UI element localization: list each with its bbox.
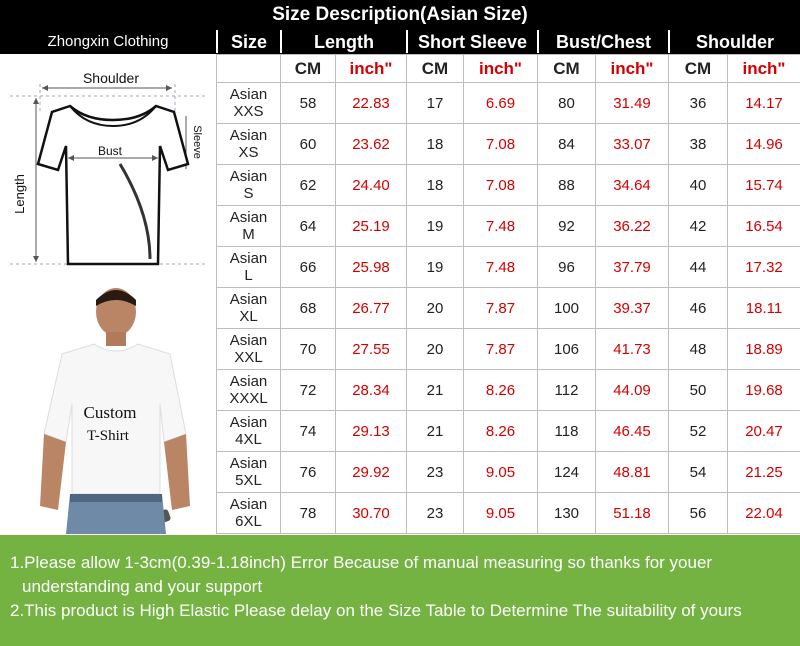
unit-cm: CM <box>281 55 336 83</box>
shoulder-in-cell: 18.89 <box>728 329 800 370</box>
shoulder-cm-cell: 46 <box>669 288 728 329</box>
size-region: Asian <box>229 209 268 226</box>
size-cell <box>217 370 281 411</box>
table-row <box>217 124 800 165</box>
size-code: XL <box>239 308 258 325</box>
sleeve-in-cell: 7.48 <box>464 206 538 247</box>
bust-in-cell: 34.64 <box>596 165 669 206</box>
shoulder-cm-cell: 42 <box>669 206 728 247</box>
bust-cm-cell: 80 <box>538 83 596 124</box>
size-cell <box>217 165 281 206</box>
shoulder-in-cell: 20.47 <box>728 411 800 452</box>
size-cell <box>217 452 281 493</box>
table-row <box>217 83 800 124</box>
length-in-cell: 26.77 <box>336 288 407 329</box>
length-in-cell: 28.34 <box>336 370 407 411</box>
bust-in-cell: 37.79 <box>596 247 669 288</box>
shoulder-in-cell: 14.17 <box>728 83 800 124</box>
length-cm-cell: 70 <box>281 329 336 370</box>
header-length: Length <box>280 30 406 53</box>
table-row <box>217 247 800 288</box>
diagram-label-length: Length <box>12 174 27 214</box>
size-code: 5XL <box>235 472 262 489</box>
bust-cm-cell: 124 <box>538 452 596 493</box>
sleeve-cm-cell: 19 <box>407 206 464 247</box>
size-table <box>216 54 800 534</box>
table-row <box>217 452 800 493</box>
sleeve-in-cell: 7.87 <box>464 329 538 370</box>
shoulder-in-cell: 15.74 <box>728 165 800 206</box>
length-in-cell: 27.55 <box>336 329 407 370</box>
size-region: Asian <box>229 332 268 349</box>
length-cm-cell: 64 <box>281 206 336 247</box>
length-cm-cell: 60 <box>281 124 336 165</box>
length-in-cell: 29.92 <box>336 452 407 493</box>
bust-in-cell: 39.37 <box>596 288 669 329</box>
table-row <box>217 329 800 370</box>
shoulder-cm-cell: 54 <box>669 452 728 493</box>
bust-cm-cell: 112 <box>538 370 596 411</box>
bust-in-cell: 41.73 <box>596 329 669 370</box>
shoulder-cm-cell: 48 <box>669 329 728 370</box>
length-cm-cell: 78 <box>281 493 336 534</box>
size-cell <box>217 288 281 329</box>
unit-inch: inch" <box>596 55 669 83</box>
table-row <box>217 493 800 534</box>
sleeve-cm-cell: 23 <box>407 493 464 534</box>
shoulder-in-cell: 22.04 <box>728 493 800 534</box>
bust-cm-cell: 96 <box>538 247 596 288</box>
table-row <box>217 288 800 329</box>
size-code: XXL <box>234 349 263 366</box>
length-cm-cell: 62 <box>281 165 336 206</box>
size-region: Asian <box>229 414 268 431</box>
size-code: L <box>244 267 253 284</box>
size-region: Asian <box>229 250 268 267</box>
table-row <box>217 411 800 452</box>
shoulder-cm-cell: 52 <box>669 411 728 452</box>
bust-in-cell: 44.09 <box>596 370 669 411</box>
length-cm-cell: 76 <box>281 452 336 493</box>
shoulder-in-cell: 18.11 <box>728 288 800 329</box>
shoulder-cm-cell: 56 <box>669 493 728 534</box>
size-code: 6XL <box>235 513 262 530</box>
diagram-label-shoulder: Shoulder <box>82 70 140 86</box>
unit-row <box>217 55 800 83</box>
note-1: 1.Please allow 1-3cm(0.39-1.18inch) Error Because of manual measuring so thanks for youer <box>10 553 713 572</box>
header-short-sleeve: Short Sleeve <box>406 30 537 53</box>
length-cm-cell: 74 <box>281 411 336 452</box>
size-cell <box>217 247 281 288</box>
shirt-print-line2: T-Shirt <box>87 428 129 444</box>
length-in-cell: 29.13 <box>336 411 407 452</box>
size-code: M <box>242 226 255 243</box>
bust-in-cell: 31.49 <box>596 83 669 124</box>
sleeve-in-cell: 7.08 <box>464 165 538 206</box>
bust-in-cell: 51.18 <box>596 493 669 534</box>
bust-cm-cell: 106 <box>538 329 596 370</box>
size-cell <box>217 83 281 124</box>
note-1-continued: understanding and your support <box>22 577 263 596</box>
shirt-print-line1: Custom <box>83 403 137 422</box>
size-code: 4XL <box>235 431 262 448</box>
sleeve-in-cell: 9.05 <box>464 452 538 493</box>
bust-in-cell: 33.07 <box>596 124 669 165</box>
sleeve-cm-cell: 19 <box>407 247 464 288</box>
shoulder-cm-cell: 40 <box>669 165 728 206</box>
sleeve-cm-cell: 21 <box>407 411 464 452</box>
sleeve-cm-cell: 20 <box>407 288 464 329</box>
size-region: Asian <box>229 127 268 144</box>
shoulder-cm-cell: 50 <box>669 370 728 411</box>
size-code: XS <box>238 144 259 161</box>
unit-cm: CM <box>407 55 464 83</box>
length-cm-cell: 68 <box>281 288 336 329</box>
sleeve-in-cell: 7.08 <box>464 124 538 165</box>
unit-cm: CM <box>669 55 728 83</box>
sleeve-in-cell: 9.05 <box>464 493 538 534</box>
table-row <box>217 206 800 247</box>
page-title: Size Description(Asian Size) <box>0 0 800 29</box>
size-region: Asian <box>229 496 268 513</box>
sleeve-in-cell: 8.26 <box>464 411 538 452</box>
shoulder-in-cell: 21.25 <box>728 452 800 493</box>
tshirt-measure-diagram <box>0 54 216 284</box>
unit-inch: inch" <box>336 55 407 83</box>
diagram-label-sleeve: Sleeve <box>191 125 203 159</box>
size-cell <box>217 493 281 534</box>
size-cell <box>217 411 281 452</box>
size-code: S <box>243 185 254 202</box>
size-cell <box>217 329 281 370</box>
bust-cm-cell: 100 <box>538 288 596 329</box>
bust-cm-cell: 88 <box>538 165 596 206</box>
length-cm-cell: 58 <box>281 83 336 124</box>
sleeve-in-cell: 7.87 <box>464 288 538 329</box>
illustration-panel <box>0 54 216 534</box>
unit-inch: inch" <box>464 55 538 83</box>
bust-cm-cell: 92 <box>538 206 596 247</box>
bust-cm-cell: 130 <box>538 493 596 534</box>
size-code: XXS <box>233 103 264 120</box>
length-in-cell: 22.83 <box>336 83 407 124</box>
length-cm-cell: 66 <box>281 247 336 288</box>
header-bust: Bust/Chest <box>537 30 668 53</box>
size-region: Asian <box>229 455 268 472</box>
sleeve-in-cell: 6.69 <box>464 83 538 124</box>
header-size: Size <box>216 30 280 53</box>
bust-cm-cell: 84 <box>538 124 596 165</box>
size-cell <box>217 124 281 165</box>
shoulder-cm-cell: 44 <box>669 247 728 288</box>
size-region: Asian <box>229 373 268 390</box>
sleeve-cm-cell: 23 <box>407 452 464 493</box>
size-code: XXXL <box>229 390 268 407</box>
brand-name: Zhongxin Clothing <box>47 33 169 50</box>
table-row <box>217 370 800 411</box>
unit-inch: inch" <box>728 55 800 83</box>
sleeve-in-cell: 8.26 <box>464 370 538 411</box>
sleeve-in-cell: 7.48 <box>464 247 538 288</box>
sleeve-cm-cell: 17 <box>407 83 464 124</box>
size-region: Asian <box>229 291 268 308</box>
header-shoulder: Shoulder <box>668 30 800 53</box>
shoulder-in-cell: 17.32 <box>728 247 800 288</box>
shoulder-in-cell: 14.96 <box>728 124 800 165</box>
table-row <box>217 165 800 206</box>
shoulder-cm-cell: 36 <box>669 83 728 124</box>
bust-in-cell: 48.81 <box>596 452 669 493</box>
unit-blank <box>217 55 281 83</box>
length-in-cell: 23.62 <box>336 124 407 165</box>
bust-cm-cell: 118 <box>538 411 596 452</box>
length-in-cell: 25.98 <box>336 247 407 288</box>
sleeve-cm-cell: 18 <box>407 165 464 206</box>
length-in-cell: 25.19 <box>336 206 407 247</box>
note-2: 2.This product is High Elastic Please delay on the Size Table to Determine The suitability of yours <box>10 601 742 620</box>
diagram-label-bust: Bust <box>97 144 123 158</box>
unit-cm: CM <box>538 55 596 83</box>
size-region: Asian <box>229 86 268 103</box>
bust-in-cell: 46.45 <box>596 411 669 452</box>
bust-in-cell: 36.22 <box>596 206 669 247</box>
sleeve-cm-cell: 21 <box>407 370 464 411</box>
sleeve-cm-cell: 18 <box>407 124 464 165</box>
shoulder-cm-cell: 38 <box>669 124 728 165</box>
length-cm-cell: 72 <box>281 370 336 411</box>
size-region: Asian <box>229 168 268 185</box>
length-in-cell: 24.40 <box>336 165 407 206</box>
shoulder-in-cell: 16.54 <box>728 206 800 247</box>
model-photo <box>0 284 216 534</box>
length-in-cell: 30.70 <box>336 493 407 534</box>
notes-panel <box>0 535 800 646</box>
size-cell <box>217 206 281 247</box>
shoulder-in-cell: 19.68 <box>728 370 800 411</box>
sleeve-cm-cell: 20 <box>407 329 464 370</box>
